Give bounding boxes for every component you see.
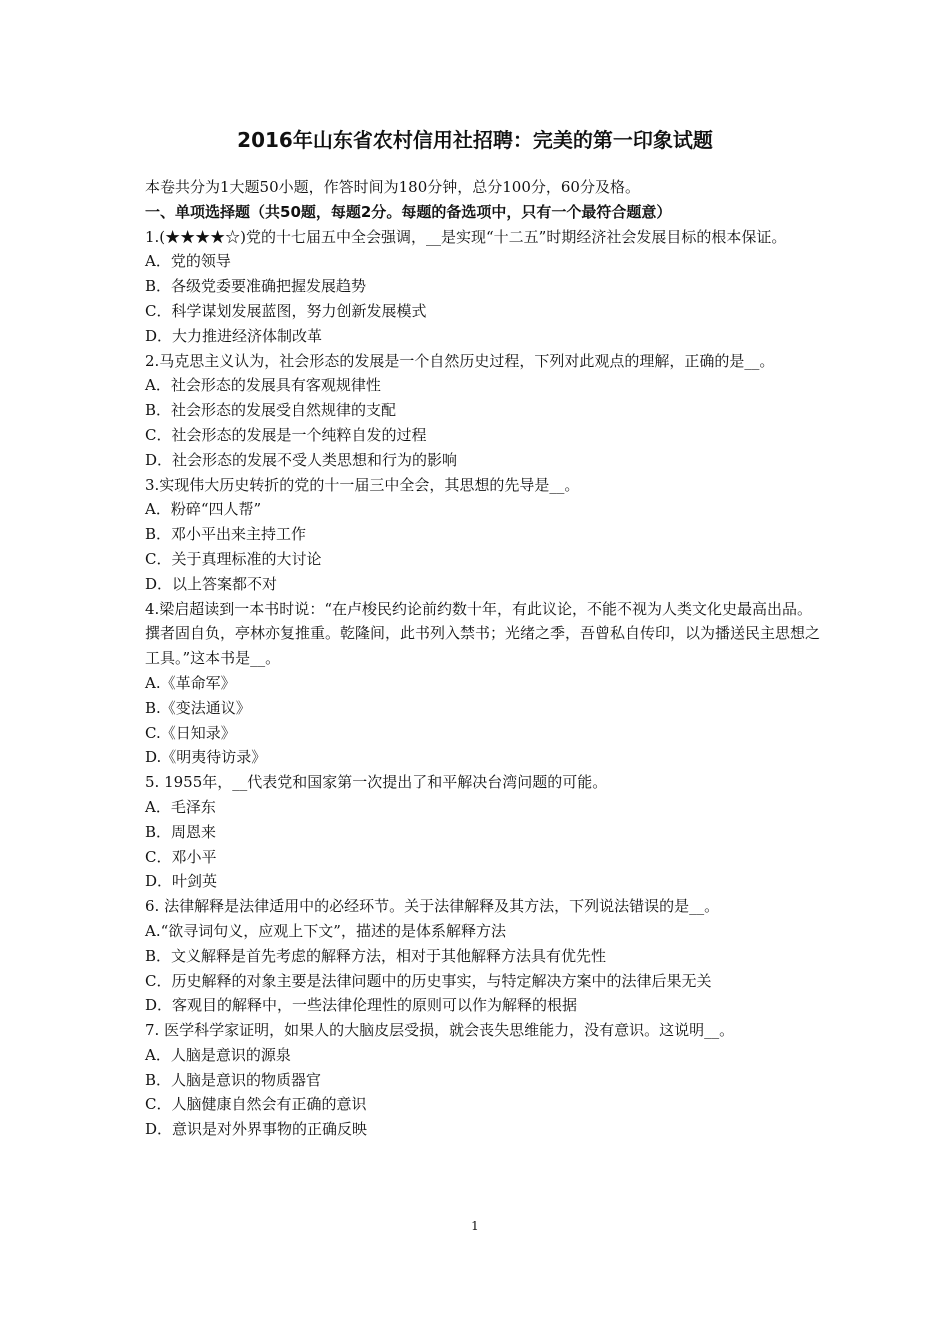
- question-3: [145, 473, 825, 597]
- option-d: D．以上答案都不对: [145, 574, 278, 593]
- option-b: B．文义解释是首先考虑的解释方法，相对于其他解释方法具有优先性: [145, 946, 607, 965]
- option-b: B．社会形态的发展受自然规律的支配: [145, 401, 397, 420]
- option-c: C.《日知录》: [145, 723, 236, 742]
- question-stem: 5. 1955年，__代表党和国家第一次提出了和平解决台湾问题的可能。: [145, 773, 608, 792]
- question-4: [145, 597, 825, 771]
- exam-body: [145, 175, 825, 1142]
- option-a: A．党的领导: [145, 252, 231, 271]
- page-number: 1: [471, 1219, 479, 1233]
- option-b: B.《变法通议》: [145, 698, 251, 717]
- option-c: C．人脑健康自然会有正确的意识: [145, 1095, 367, 1114]
- option-a: A．社会形态的发展具有客观规律性: [145, 376, 381, 395]
- option-b: B．邓小平出来主持工作: [145, 525, 307, 544]
- option-a: A．粉碎“四人帮”: [145, 500, 262, 519]
- question-stem: 4.梁启超读到一本书时说：“在卢梭民约论前约数十年，有此议论，不能不视为人类文化史最高出品。撰者固自负，亭林亦复推重。乾隆间，此书列入禁书；光绪之季，吾曾私自传印，以为播送民主思想之工具。”这本书是__。: [145, 599, 821, 668]
- option-d: D．意识是对外界事物的正确反映: [145, 1120, 368, 1139]
- option-a: A．人脑是意识的源泉: [145, 1045, 291, 1064]
- option-c: C．邓小平: [145, 847, 217, 866]
- option-b: B．各级党委要准确把握发展趋势: [145, 277, 367, 296]
- option-c: C．社会形态的发展是一个纯粹自发的过程: [145, 425, 427, 444]
- option-a: A.《革命军》: [145, 673, 236, 692]
- option-d: D．社会形态的发展不受人类思想和行为的影响: [145, 450, 458, 469]
- question-2: [145, 349, 825, 473]
- question-stem: 3.实现伟大历史转折的党的十一届三中全会，其思想的先导是__。: [145, 475, 580, 494]
- question-7: [145, 1018, 825, 1142]
- option-a: A.“欲寻词句义，应观上下文”，描述的是体系解释方法: [145, 921, 506, 940]
- option-d: D．客观目的解释中，一些法律伦理性的原则可以作为解释的根据: [145, 996, 578, 1015]
- question-stem: 7. 医学科学家证明，如果人的大脑皮层受损，就会丧失思维能力，没有意识。这说明__。: [145, 1021, 735, 1040]
- question-stem: 2.马克思主义认为，社会形态的发展是一个自然历史过程，下列对此观点的理解，正确的是__。: [145, 351, 775, 370]
- option-c: C．关于真理标准的大讨论: [145, 549, 322, 568]
- option-b: B．周恩来: [145, 822, 217, 841]
- question-stem: 1.(★★★★☆)党的十七届五中全会强调，__是实现“十二五”时期经济社会发展目标的根本保证。: [145, 227, 787, 246]
- option-b: B．人脑是意识的物质器官: [145, 1070, 322, 1089]
- section-heading: 一、单项选择题（共50题，每题2分。每题的备选项中，只有一个最符合题意）: [145, 202, 672, 221]
- option-a: A．毛泽东: [145, 797, 216, 816]
- exam-intro: 本卷共分为1大题50小题，作答时间为180分钟，总分100分，60分及格。: [145, 178, 640, 196]
- option-c: C．科学谋划发展蓝图，努力创新发展模式: [145, 301, 427, 320]
- question-1: [145, 225, 825, 349]
- option-c: C．历史解释的对象主要是法律问题中的历史事实，与特定解决方案中的法律后果无关: [145, 971, 712, 990]
- option-d: D.《明夷待访录》: [145, 748, 267, 767]
- option-d: D．大力推进经济体制改革: [145, 326, 323, 345]
- document-title: 2016年山东省农村信用社招聘：完美的第一印象试题: [237, 128, 713, 152]
- option-d: D．叶剑英: [145, 872, 218, 891]
- question-5: [145, 770, 825, 894]
- question-6: [145, 894, 825, 1018]
- question-stem: 6. 法律解释是法律适用中的必经环节。关于法律解释及其方法，下列说法错误的是__。: [145, 897, 720, 916]
